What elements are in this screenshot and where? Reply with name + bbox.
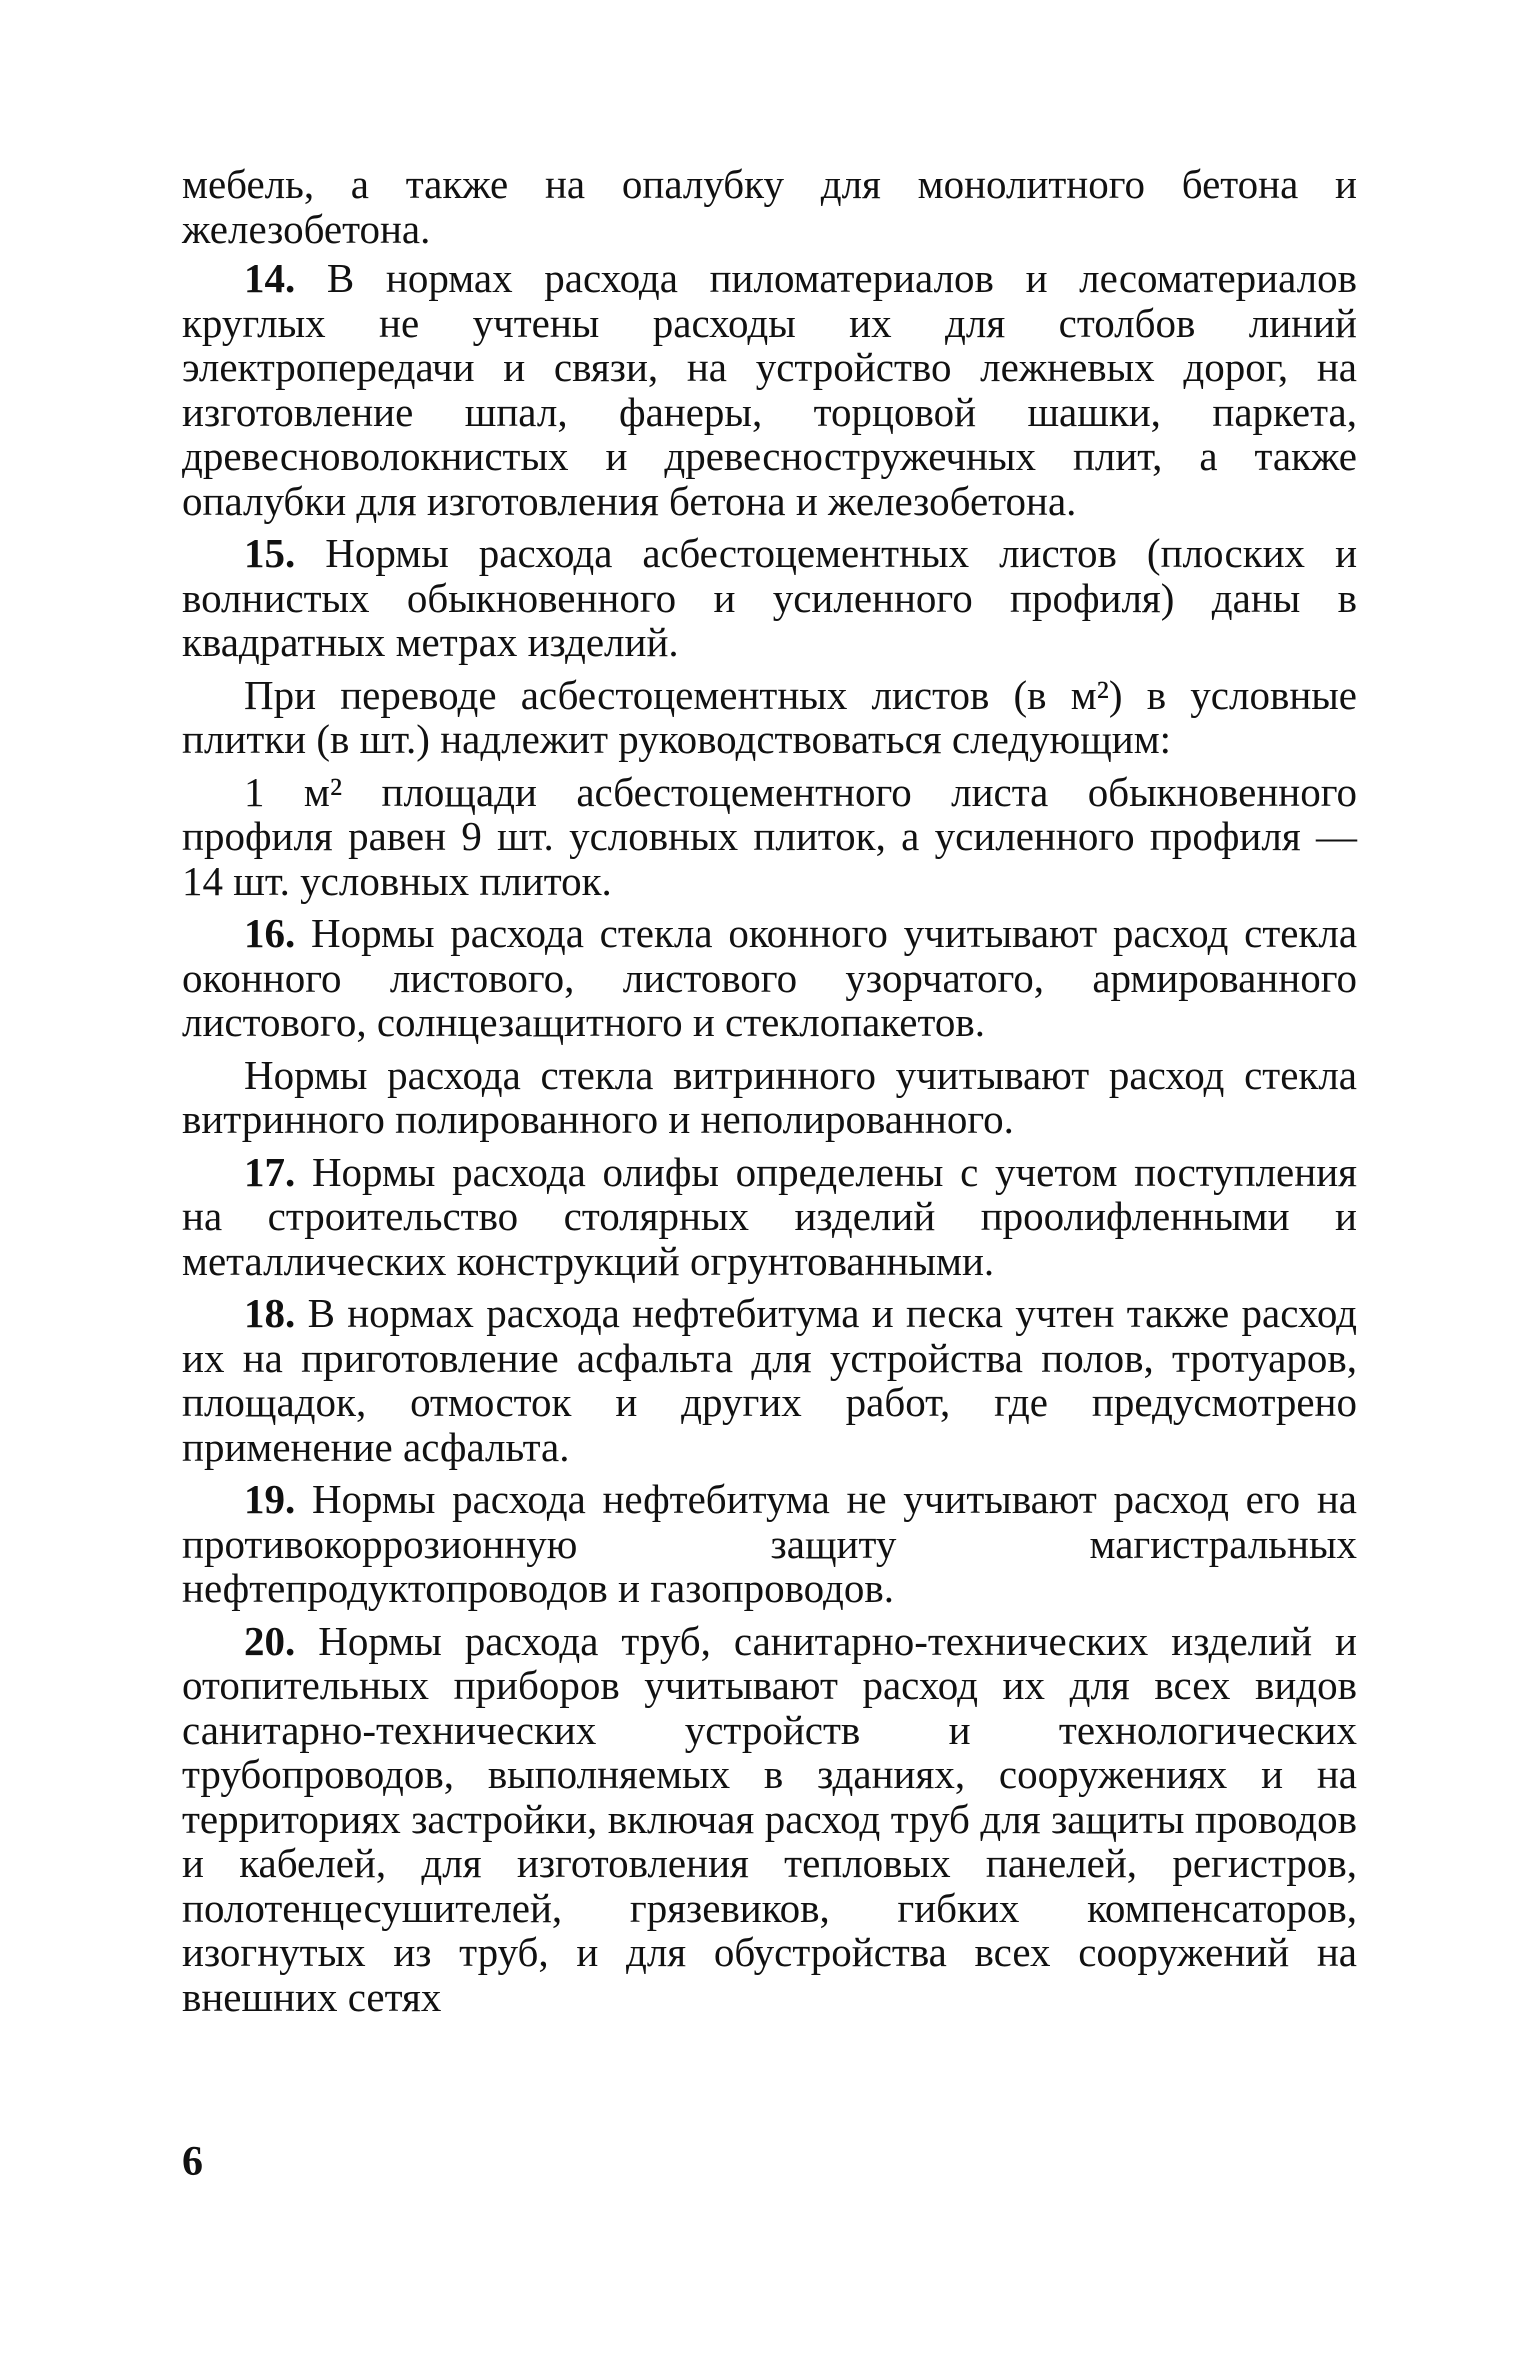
paragraph-conversion-intro <box>182 673 1357 762</box>
paragraph-conversion-rule <box>182 770 1357 904</box>
paragraph-text: В нормах расхода нефтебитума и песка учтен также расход их на приготовление асфальта для устройства полов, тротуаров, площадок, отмосток и других работ, где предусмотрено применение асфальта. <box>182 1290 1357 1470</box>
paragraph-17 <box>182 1150 1357 1284</box>
paragraph-text: При переводе асбестоцементных листов (в м²) в условные плитки (в шт.) надлежит руководствоваться следующим: <box>182 671 1357 762</box>
paragraph-text: Нормы расхода нефтебитума не учитывают расход его на противокоррозионную защиту магистральных нефтепродуктопроводов и газопроводов. <box>182 1476 1358 1611</box>
paragraph-number: 14. <box>244 255 296 301</box>
paragraph-number: 20. <box>244 1617 296 1664</box>
paragraph-number: 18. <box>244 1290 296 1336</box>
paragraph-text: Нормы расхода стекла витринного учитывают расход стекла витринного полированного и неполированного. <box>182 1051 1357 1142</box>
paragraph-15 <box>182 531 1357 665</box>
continuation-text: мебель, а также на опалубку для монолитного бетона и железобетона. <box>182 161 1357 252</box>
paragraph-number: 17. <box>244 1148 296 1195</box>
paragraph-text: В нормах расхода пиломатериалов и лесоматериалов круглых не учтены расходы их для столбов линий электропередачи и связи, на устройство лежневых дорог, на изготовление шпал, фанеры, торцовой шашки, паркета, древесноволокнистых и древесностружечных плит, а также опалубки для изготовления бетона и железобетона. <box>182 255 1357 524</box>
paragraph-text: Нормы расхода стекла оконного учитывают расход стекла оконного листового, листового узорчатого, армированного листового, солнцезащитного и стеклопакетов. <box>182 910 1358 1045</box>
paragraph-14 <box>182 256 1357 523</box>
page-number: 6 <box>182 2139 203 2185</box>
paragraph-16 <box>182 911 1357 1045</box>
paragraph-text: Нормы расхода олифы определены с учетом поступления на строительство столярных изделий проолифленными и металлических конструкций огрунтованными. <box>182 1148 1357 1284</box>
paragraph-19 <box>182 1477 1357 1611</box>
paragraph-18 <box>182 1291 1357 1469</box>
paragraph-number: 16. <box>244 910 296 956</box>
paragraph-text: Нормы расхода труб, санитарно-технических изделий и отопительных приборов учитывают расход их для всех видов санитарно-технических устройств и технологических трубопроводов, выполняемых в зданиях, сооружениях и на территориях застройки, включая расход труб для защиты проводов и кабелей, для изготовления тепловых панелей, регистров, полотенцесушителей, грязевиков, гибких компенсаторов, изогнутых из труб, и для обустройства всех сооружений на внешних сетях <box>182 1617 1357 2020</box>
paragraph-text: Нормы расхода асбестоцементных листов (плоских и волнистых обыкновенного и усиленного профиля) даны в квадратных метрах изделий. <box>182 530 1358 665</box>
paragraph-showcase-glass <box>182 1053 1357 1142</box>
paragraph-number: 19. <box>244 1476 296 1522</box>
paragraph-number: 15. <box>244 530 296 576</box>
document-page <box>182 162 1357 2027</box>
paragraph-text: 1 м² площади асбестоцементного листа обыкновенного профиля равен 9 шт. условных плиток, а усиленного профиля — 14 шт. условных плиток. <box>182 768 1357 904</box>
paragraph-20 <box>182 1619 1357 2020</box>
